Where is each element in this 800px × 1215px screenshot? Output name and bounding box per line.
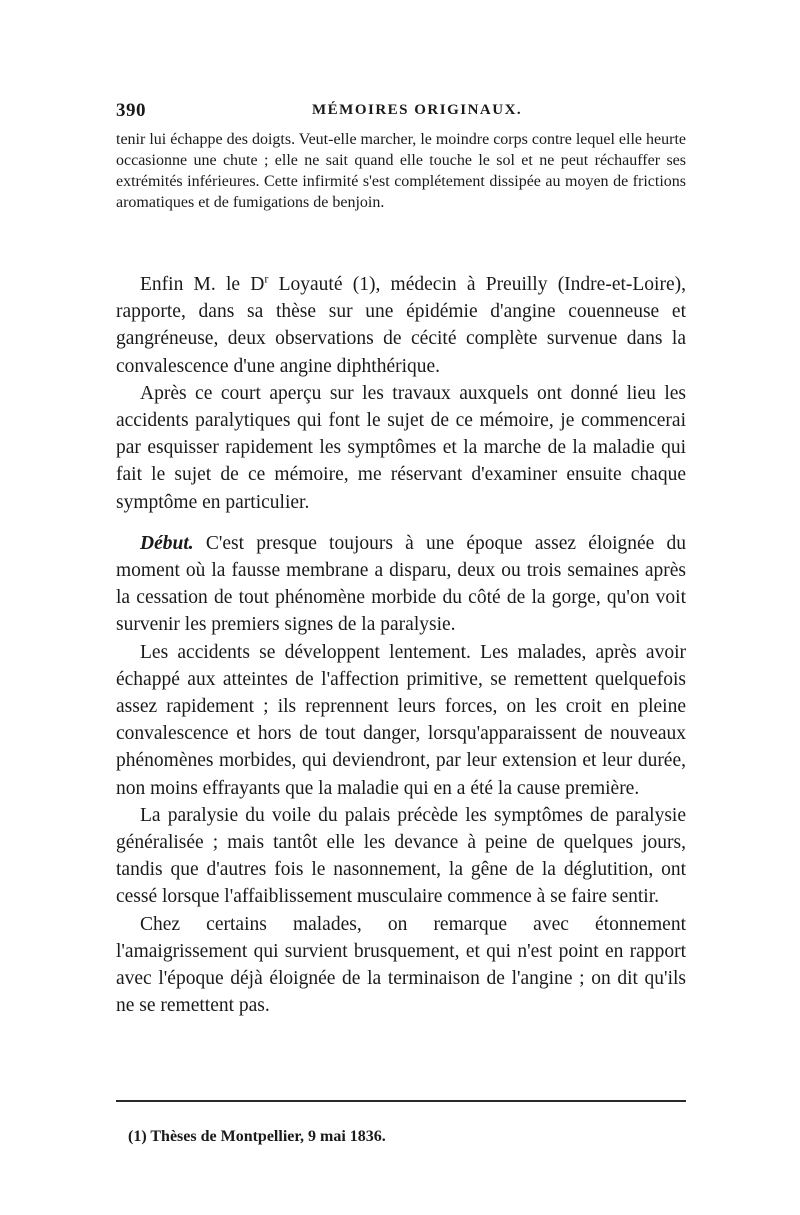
paragraph-voile-palais: La paralysie du voile du palais précède les symptômes de paralysie généralisée ; mais tantôt elle les devance à peine de quelques jours, tandis que d'autres fois le nasonnement, la gêne de la déglutition, ont cessé lorsque l'affaiblissement musculaire commence à se faire sentir.: [116, 804, 686, 908]
page-number: 390: [116, 100, 146, 121]
body-text: [116, 271, 686, 1019]
running-head-title: MÉMOIRES ORIGINAUX.: [312, 102, 523, 118]
paragraph-loyaute-start: Enfin M. le D: [140, 274, 265, 295]
paragraph-debut-text: C'est presque toujours à une époque assez éloignée du moment où la fausse membrane a disparu, deux ou trois semaines après la cessation de tout phénomène morbide du côté de la gorge, qu'on voit survenir les premiers signes de la paralysie.: [116, 532, 686, 636]
doctor-abbrev-superscript: r: [264, 271, 269, 286]
opening-paragraph: [116, 129, 686, 213]
running-head: [116, 100, 686, 126]
paragraph-amaigrissement: Chez certains malades, on remarque avec étonnement l'amaigrissement qui survient brusquement, et qui n'est point en rapport avec l'époque déjà éloignée de la terminaison de l'angine ; on dit qu'ils ne se remettent pas.: [116, 913, 686, 1017]
opening-text: tenir lui échappe des doigts. Veut-elle marcher, le moindre corps contre lequel elle heurte occasionne une chute ; elle ne sait quand elle touche le sol et ne peut réchauffer ses extrémités inférieures. Cette infirmité s'est complétement dissipée au moyen de frictions aromatiques et de fumigations de benjoin.: [116, 131, 686, 211]
footnote-divider: [116, 1100, 686, 1102]
section-label-debut: Début.: [140, 532, 194, 554]
paragraph-debut: [116, 530, 686, 639]
paragraph-loyaute: [116, 271, 686, 380]
paragraph-loyaute-rest: Loyauté (1), médecin à Preuilly (Indre-et-Loire), rapporte, dans sa thèse sur une épidémie d'angine couenneuse et gangréneuse, deux observations de cécité complète survenue dans la convalescence d'une angine diphthérique.: [116, 274, 686, 377]
paragraph-accidents: Les accidents se développent lentement. Les malades, après avoir échappé aux atteintes de l'affection primitive, se remettent quelquefois assez rapidement ; ils reprennent leurs forces, on les croit en pleine convalescence et hors de tout danger, lorsqu'apparaissent de nouveaux phénomènes morbides, qui deviendront, par leur extension et leur durée, non moins effrayants que la maladie qui en a été la cause première.: [116, 641, 686, 799]
paragraph-apercu: Après ce court aperçu sur les travaux auxquels ont donné lieu les accidents paralytiques qui font le sujet de ce mémoire, je commencerai par esquisser rapidement les symptômes et la marche de la maladie qui fait le sujet de ce mémoire, me réservant d'examiner ensuite chaque symptôme en particulier.: [116, 382, 686, 513]
footnote: (1) Thèses de Montpellier, 9 mai 1836.: [128, 1128, 386, 1145]
